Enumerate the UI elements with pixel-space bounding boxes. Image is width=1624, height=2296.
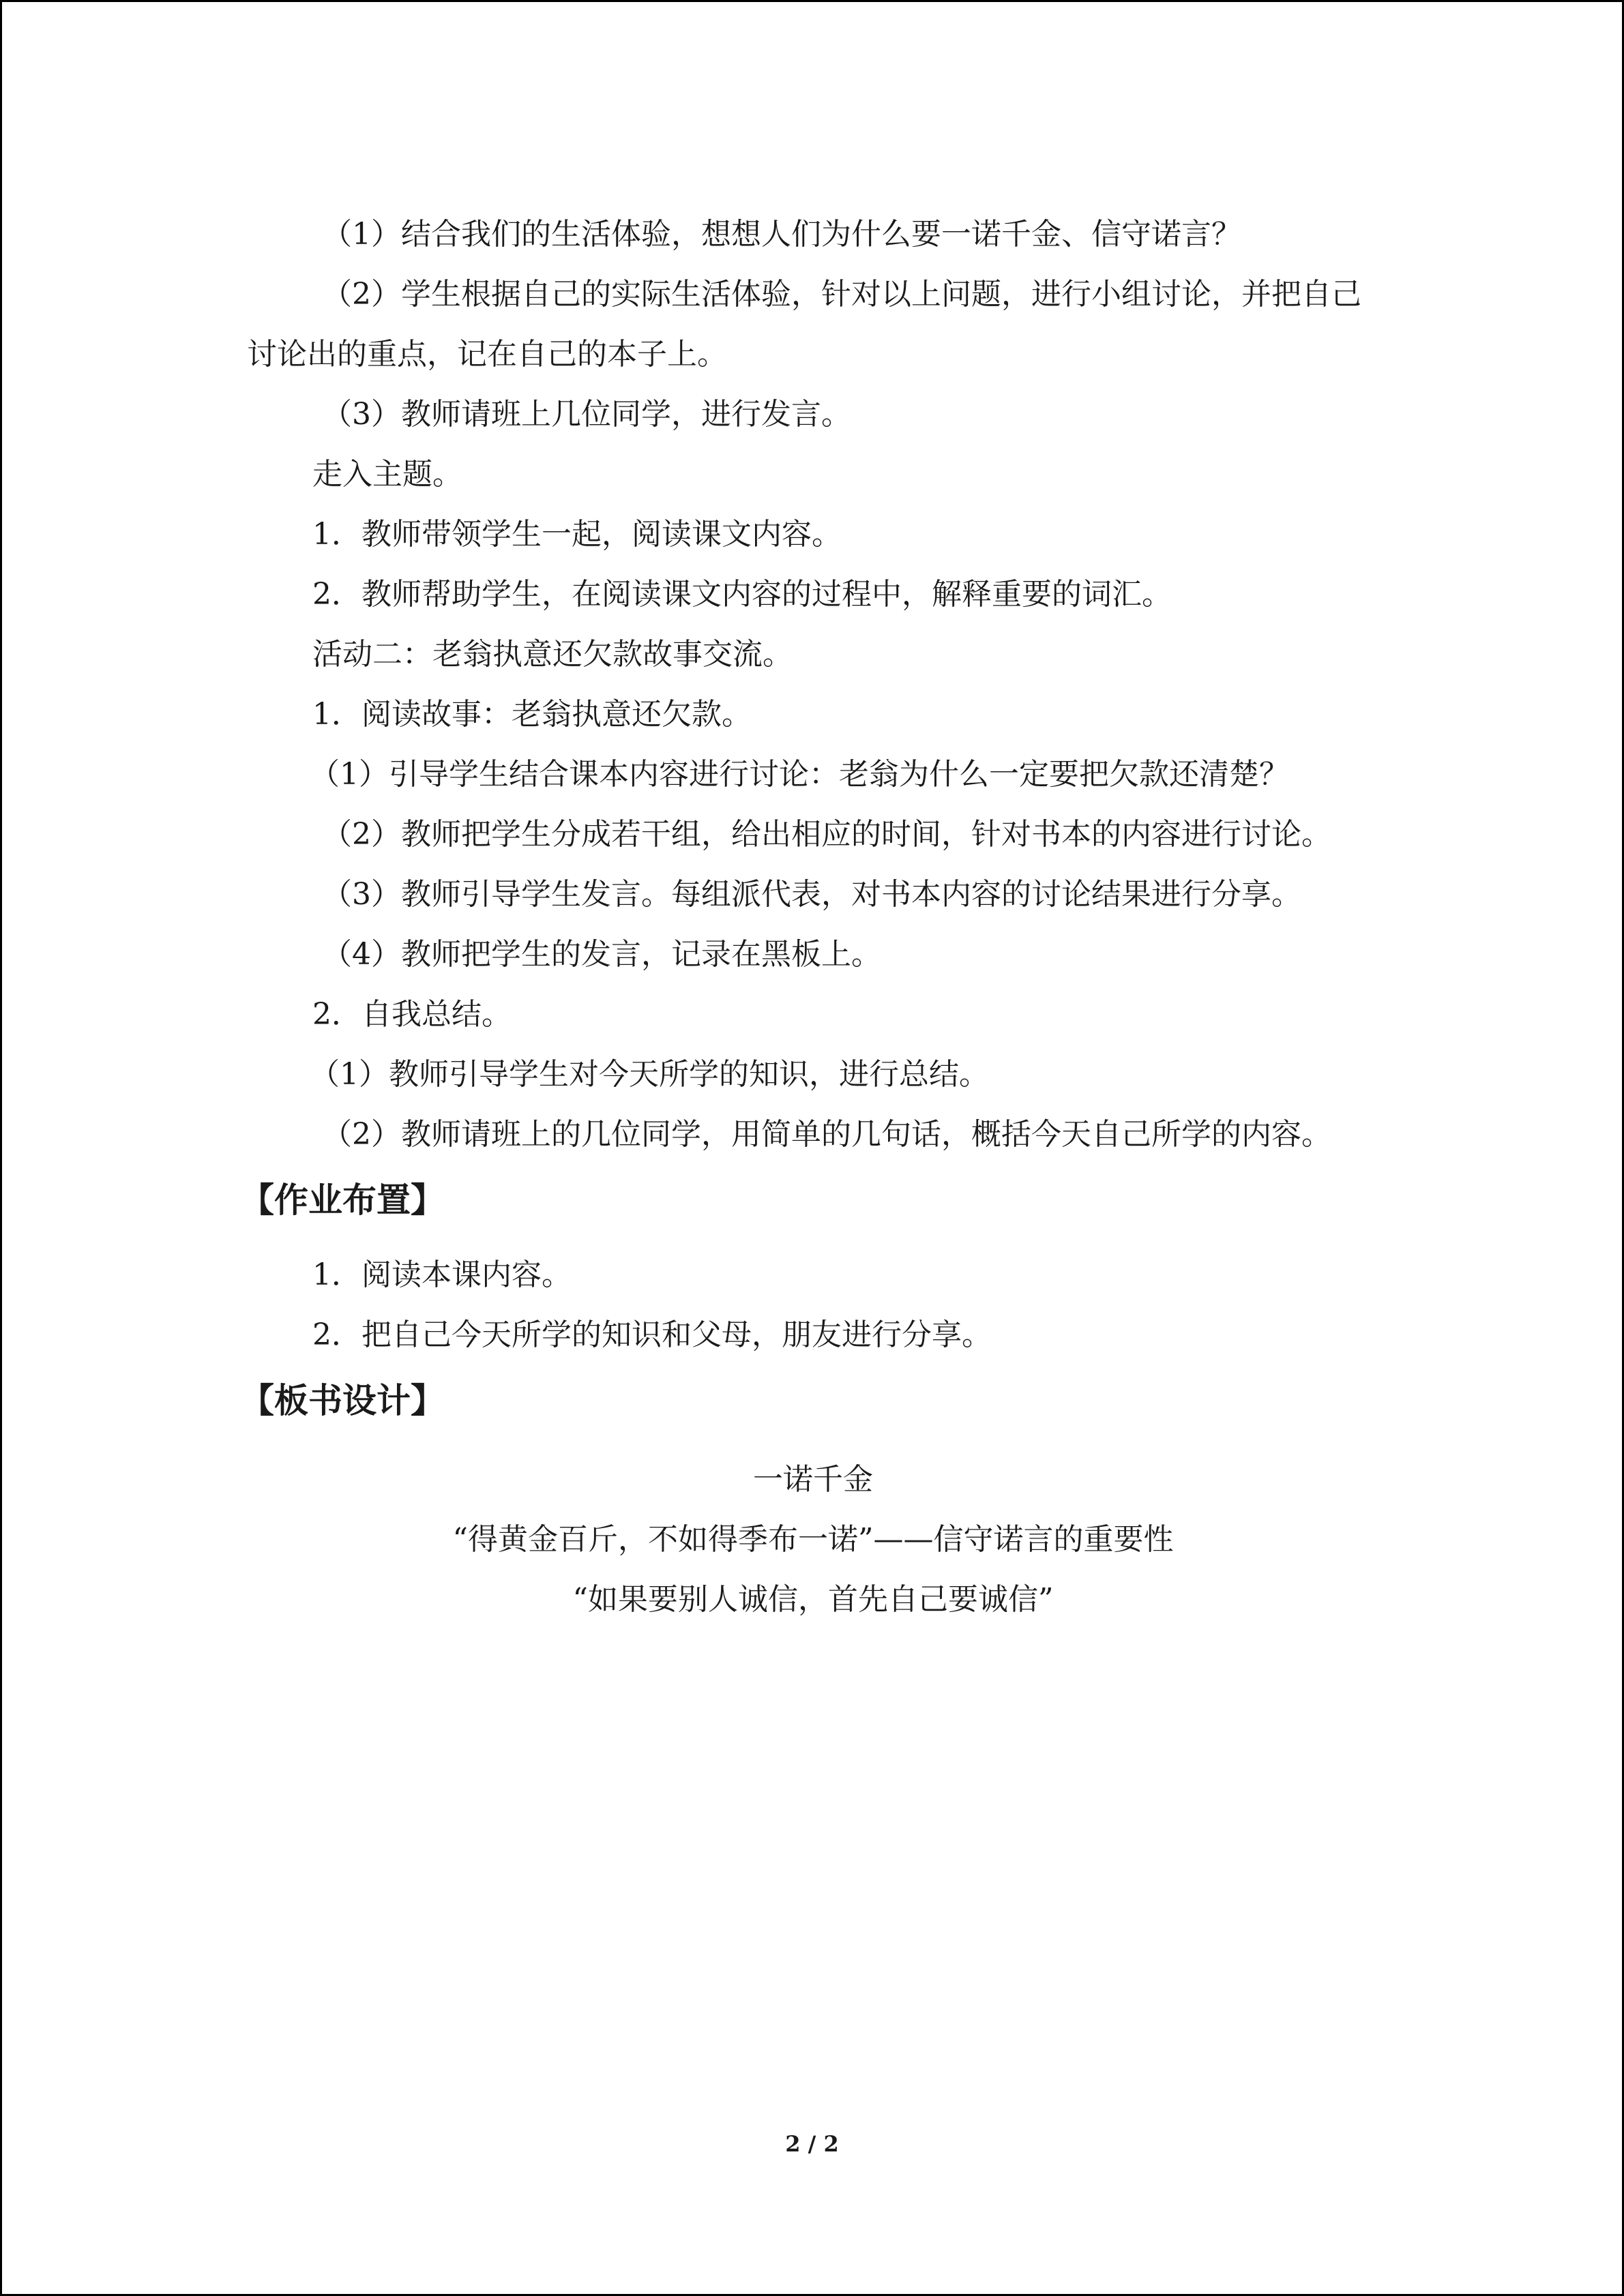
board-line: “得黄金百斤，不如得季布一诺”——信守诺言的重要性 xyxy=(452,1522,1174,1557)
homework-heading: 【作业布置】 xyxy=(240,1180,445,1220)
homework-item: 1．阅读本课内容。 xyxy=(312,1257,572,1292)
paragraph-summarize-knowledge: （1）教师引导学生对今天所学的知识，进行总结。 xyxy=(310,1057,989,1092)
page-number: 2 / 2 xyxy=(785,2131,839,2157)
paragraph-summarize-sentences: （2）教师请班上的几位同学，用简单的几句话，概括今天自己所学的内容。 xyxy=(322,1117,1331,1152)
paragraph-enter-topic: 走入主题。 xyxy=(312,457,462,492)
paragraph-group-share: （3）教师引导学生发言。每组派代表，对书本内容的讨论结果进行分享。 xyxy=(322,877,1301,912)
document-content xyxy=(240,205,1379,1630)
paragraph-discuss-debt: （1）引导学生结合课本内容进行讨论：老翁为什么一定要把欠款还清楚？ xyxy=(310,757,1289,792)
paragraph-group-discussion: （2）学生根据自己的实际生活体验，针对以上问题，进行小组讨论，并把自己讨论出的重点，记在自己的本子上。 xyxy=(247,277,1361,372)
board-design-heading: 【板书设计】 xyxy=(240,1381,445,1420)
paragraph-reflection-question: （1）结合我们的生活体验，想想人们为什么要一诺千金、信守诺言？ xyxy=(322,217,1241,252)
board-title: 一诺千金 xyxy=(753,1462,873,1497)
homework-item: 2．把自己今天所学的知识和父母，朋友进行分享。 xyxy=(312,1317,992,1352)
paragraph-split-groups: （2）教师把学生分成若干组，给出相应的时间，针对书本的内容进行讨论。 xyxy=(322,817,1331,852)
paragraph-activity-two: 活动二：老翁执意还欠款故事交流。 xyxy=(312,637,793,672)
board-design xyxy=(247,1450,1379,1630)
paragraph-read-story: 1．阅读故事：老翁执意还欠款。 xyxy=(312,697,752,732)
paragraph-self-summary: 2．自我总结。 xyxy=(312,997,512,1032)
paragraph-record-blackboard: （4）教师把学生的发言，记录在黑板上。 xyxy=(322,937,881,972)
paragraph-read-text: 1．教师带领学生一起，阅读课文内容。 xyxy=(312,517,842,552)
paragraph-explain-vocab: 2．教师帮助学生，在阅读课文内容的过程中，解释重要的词汇。 xyxy=(312,577,1172,612)
board-line: “如果要别人诚信，首先自己要诚信” xyxy=(572,1582,1054,1617)
heading-spacer xyxy=(247,1233,1379,1245)
paragraph-student-speech: （3）教师请班上几位同学，进行发言。 xyxy=(322,397,851,432)
